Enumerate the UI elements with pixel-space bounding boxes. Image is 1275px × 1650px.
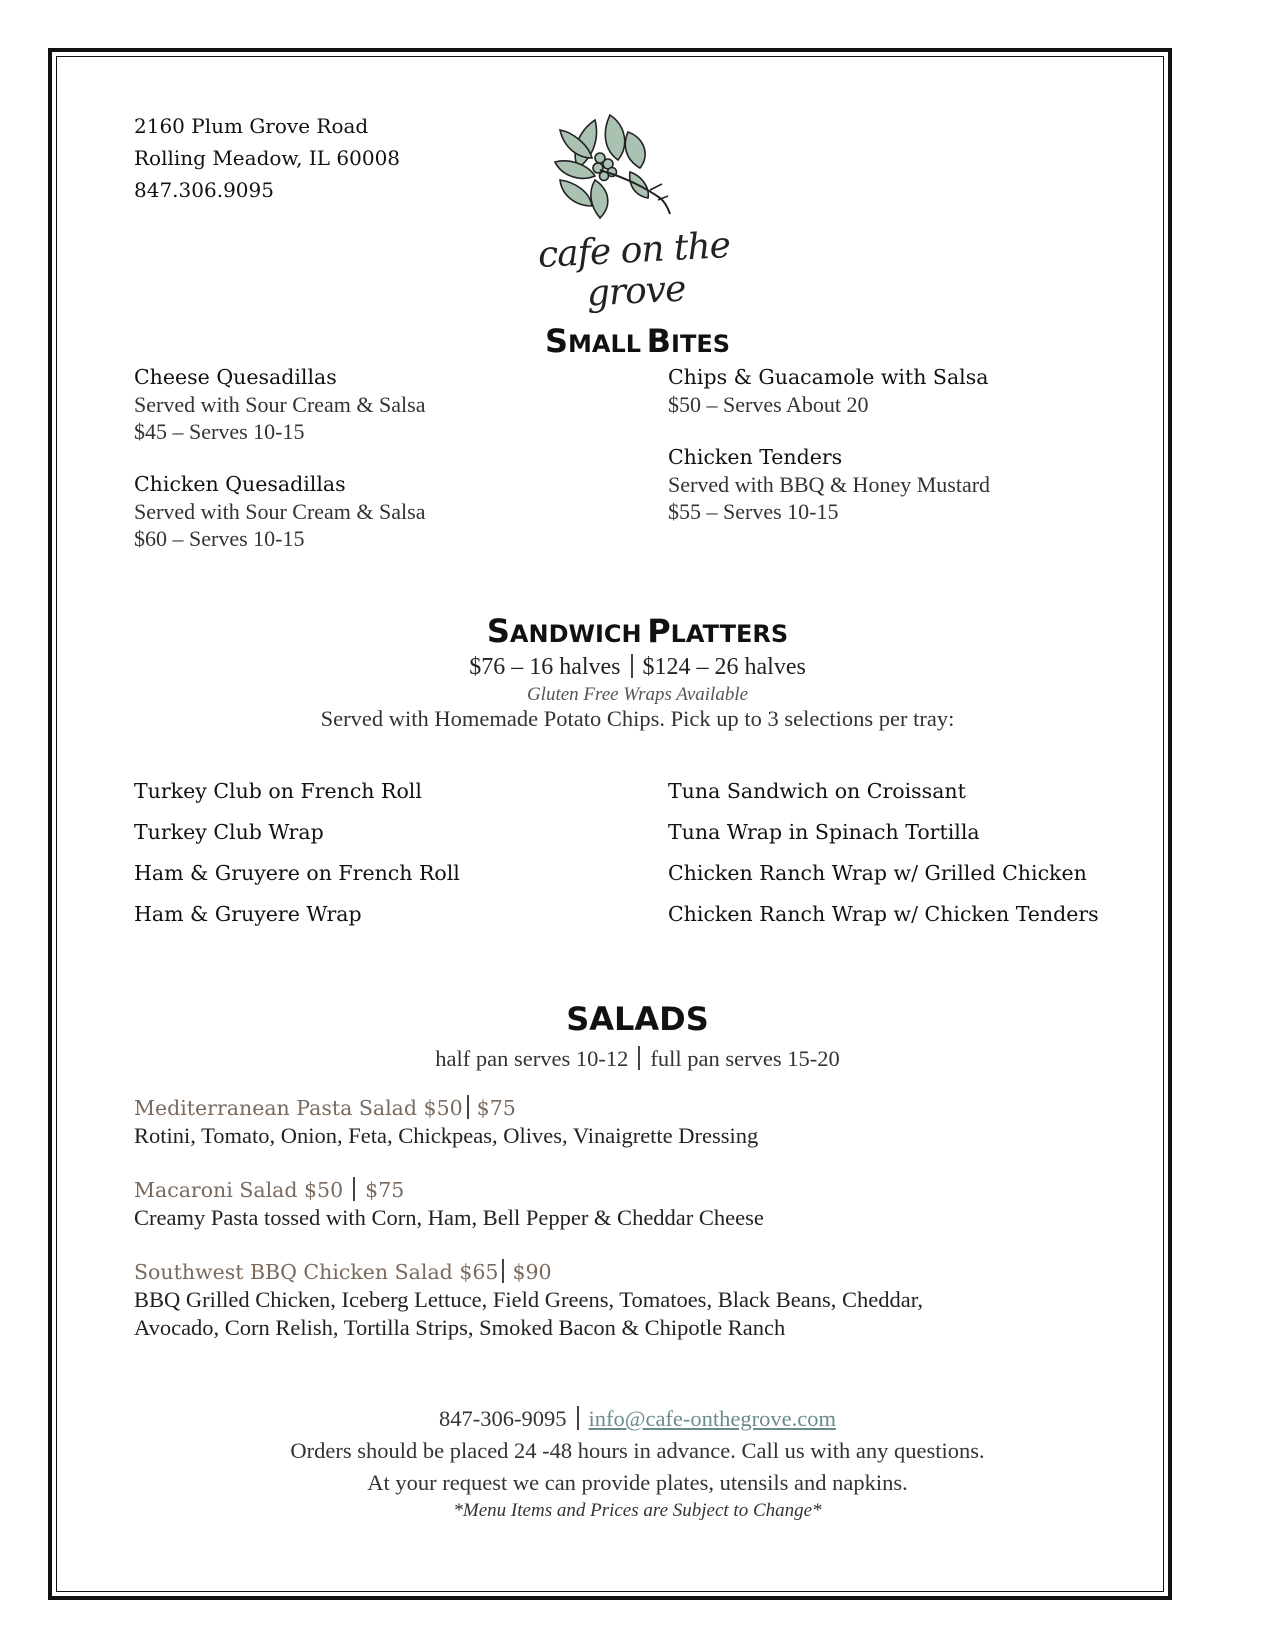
menu-item [134, 364, 425, 445]
salad-title [134, 1176, 1094, 1204]
sandwich-option: Chicken Ranch Wrap w/ Grilled Chicken [668, 861, 1087, 885]
full-pan-note: full pan serves 15-20 [650, 1046, 840, 1071]
footer-phone: 847-306-9095 [439, 1406, 567, 1431]
platter-served-note: Served with Homemade Potato Chips. Pick up to 3 selections per tray: [320, 706, 955, 731]
item-price: $60 – Serves 10-15 [134, 526, 305, 551]
logo-text: cafe on the grove [537, 225, 731, 315]
platter-price-large: $124 – 26 halves [642, 654, 806, 680]
sandwich-option: Chicken Ranch Wrap w/ Chicken Tenders [668, 902, 1099, 926]
salad-desc: Creamy Pasta tossed with Corn, Ham, Bell Pepper & Cheddar Cheese [134, 1205, 764, 1230]
salad-desc: Rotini, Tomato, Onion, Feta, Chickpeas, Olives, Vinaigrette Dressing [134, 1123, 759, 1148]
address-city: Rolling Meadow, IL 60008 [134, 146, 401, 170]
salad-title [134, 1094, 1094, 1122]
divider [502, 1259, 504, 1283]
item-name: Cheese Quesadillas [134, 365, 337, 389]
item-desc: Served with Sour Cream & Salsa [134, 499, 426, 524]
item-desc: Served with Sour Cream & Salsa [134, 392, 426, 417]
salad-desc: Avocado, Corn Relish, Tortilla Strips, Smoked Bacon & Chipotle Ranch [134, 1315, 786, 1340]
salad-desc: BBQ Grilled Chicken, Iceberg Lettuce, Field Greens, Tomatoes, Black Beans, Cheddar, [134, 1287, 923, 1312]
divider [631, 654, 633, 678]
sandwich-option: Turkey Club Wrap [134, 820, 324, 844]
salads-title: SALADS [566, 1000, 709, 1038]
platter-prices [0, 654, 1275, 681]
item-price: $55 – Serves 10-15 [668, 499, 839, 524]
gluten-free-note: Gluten Free Wraps Available [526, 684, 749, 705]
sandwich-option: Turkey Club on French Roll [134, 779, 422, 803]
half-pan-note: half pan serves 10-12 [435, 1046, 629, 1071]
item-price: $50 – Serves About 20 [668, 392, 869, 417]
address-block [134, 110, 400, 206]
sandwich-list-left [134, 778, 460, 942]
divider [467, 1095, 469, 1119]
sandwich-option: Tuna Sandwich on Croissant [668, 779, 966, 803]
sandwich-option: Ham & Gruyere Wrap [134, 902, 362, 926]
address-street: 2160 Plum Grove Road [134, 114, 369, 138]
salad-full-price: $75 [476, 1096, 516, 1120]
menu-item [668, 444, 990, 525]
address-phone: 847.306.9095 [134, 178, 274, 202]
item-name: Chips & Guacamole with Salsa [668, 365, 989, 389]
salad-name: Mediterranean Pasta Salad $50 [134, 1096, 463, 1120]
item-name: Chicken Tenders [668, 445, 843, 469]
small-bites-left-column [134, 364, 425, 578]
footer-contact [0, 1406, 1275, 1432]
sandwich-list-right [668, 778, 1099, 942]
divider [638, 1046, 640, 1070]
small-bites-right-column [668, 364, 990, 551]
salad-name: Southwest BBQ Chicken Salad $65 [134, 1260, 499, 1284]
divider [353, 1177, 355, 1201]
item-price: $45 – Serves 10-15 [134, 419, 305, 444]
footer-email-link[interactable]: info@cafe-onthegrove.com [588, 1406, 836, 1431]
small-bites-title: SMALL BITES [544, 322, 731, 360]
platter-price-small: $76 – 16 halves [469, 654, 621, 680]
footer-disclaimer: *Menu Items and Prices are Subject to Change* [453, 1500, 822, 1521]
footer-order-note: Orders should be placed 24 -48 hours in advance. Call us with any questions. [290, 1438, 985, 1463]
salad-item [134, 1094, 1094, 1150]
menu-item [134, 471, 425, 552]
sandwich-option: Ham & Gruyere on French Roll [134, 861, 460, 885]
salad-full-price: $75 [365, 1178, 405, 1202]
cafe-logo [500, 110, 770, 315]
menu-item [668, 364, 990, 418]
salad-full-price: $90 [512, 1260, 552, 1284]
footer-plates-note: At your request we can provide plates, utensils and napkins. [367, 1470, 908, 1495]
salad-item [134, 1176, 1094, 1232]
item-name: Chicken Quesadillas [134, 472, 346, 496]
salad-item [134, 1258, 1094, 1342]
salad-pan-sizes [0, 1046, 1275, 1072]
sandwich-platters-title: SANDWICH PLATTERS [486, 612, 789, 650]
salad-name: Macaroni Salad $50 [134, 1178, 344, 1202]
salad-title [134, 1258, 1094, 1286]
sandwich-option: Tuna Wrap in Spinach Tortilla [668, 820, 980, 844]
divider [577, 1406, 579, 1430]
leaf-branch-icon [500, 110, 770, 240]
item-desc: Served with BBQ & Honey Mustard [668, 472, 991, 497]
